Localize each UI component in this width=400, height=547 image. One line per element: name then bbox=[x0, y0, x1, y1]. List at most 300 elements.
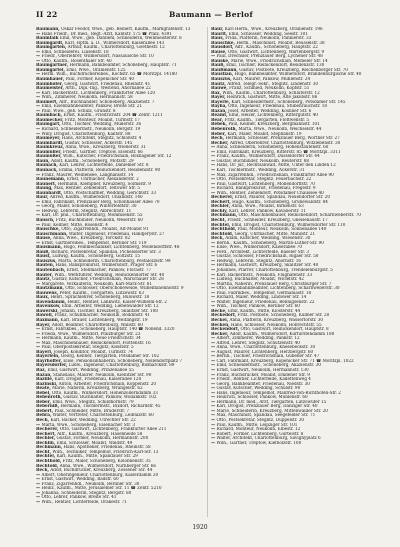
entry-details: Emil, Gastwirt, Wedding, Prinzenallee 55 bbox=[47, 368, 134, 373]
entry-surname: Baumgart, bbox=[36, 122, 61, 127]
entry-details: Karl, Bäckermstr., Lichtenberg, Frankfurter Allee 120 bbox=[41, 90, 155, 95]
entry-details: Marie, Schneiderin, Kreuzberg, Mittenwalder Str. 20 bbox=[216, 408, 328, 413]
entry-surname: Bayerl, bbox=[36, 349, 53, 354]
entry-details: Karl, Bäckermstr., Neukölln, Flughafenstr. 33 bbox=[216, 272, 313, 277]
entry-details: Emil, Wwe., Oranienstr. 125 bbox=[66, 67, 126, 72]
entry-details: Joseph, Konditor, Moabit, Turmstr. 74 bbox=[53, 349, 133, 354]
entry-details: Heinr., Rentier, Lankwitz, Kaiser-Wilhelm-Str. 2 bbox=[67, 299, 167, 304]
entry-surname: Baun, bbox=[36, 158, 50, 163]
entry-surname: Baumeister, bbox=[36, 86, 64, 91]
entry-surname: Baumgärtel, bbox=[36, 67, 65, 72]
entry-surname: Bear, bbox=[211, 117, 224, 122]
entry-details: Emil, Tischler, Reinickendorf, Residenzstr. 130 bbox=[226, 63, 325, 68]
entry-surname: Bechthold, bbox=[211, 227, 237, 232]
entry-surname: — bbox=[211, 413, 216, 418]
entry-details: Hermann, Kaufm., Mitte, Neue Friedrichstr. 34 bbox=[41, 336, 141, 341]
entry-surname: Becherer, bbox=[211, 195, 234, 200]
entry-surname: Bechthold, bbox=[36, 458, 62, 463]
entry-details: Bernh., Tischler, Friedrichshain, Gubener Str. 47 bbox=[216, 354, 320, 359]
entry-surname: Bechly, bbox=[211, 208, 228, 213]
entry-details: Heinrich, Gastwirt, Mitte, Alte Jakobstr. 86 bbox=[226, 95, 318, 100]
entry-surname: — bbox=[211, 422, 216, 427]
entry-surname: — bbox=[211, 381, 216, 386]
entry-surname: Baur, bbox=[36, 195, 49, 200]
entry-surname: Bebert, bbox=[36, 408, 54, 413]
entry-details: Elise, Pensionsinhaberin, Schöneberg, Nollendorfplatz 7 bbox=[63, 358, 182, 363]
entry-details: Gustav, Buchbinder, Neukölln, Reuterstr. 88 bbox=[216, 158, 310, 163]
entry-surname: — bbox=[211, 349, 216, 354]
entry-surname: Bazan, bbox=[211, 108, 227, 113]
entry-surname: Beber, bbox=[211, 131, 226, 136]
entry-surname: — bbox=[211, 436, 216, 441]
entry-surname: — bbox=[211, 281, 216, 286]
entry-details: Otto, Postsekretär, Steglitz, Düppelstr. 30 bbox=[216, 418, 305, 423]
entry-surname: Baumert, bbox=[36, 99, 58, 104]
entry-details: Alfred, Oberlehrer, Charlottenburg, Witzlebenstr. 30 bbox=[229, 140, 341, 145]
entry-surname: Baz, bbox=[36, 368, 46, 373]
entry-details: Emil, Fabrikant, Prenzlauer Berg, Schönhauser Allee 70 bbox=[41, 199, 160, 204]
entry-surname: Bechler, bbox=[211, 204, 231, 209]
entry-details: Otto, Kaufm., Wilmersdorf, Hohenzollerndamm 33 bbox=[52, 390, 158, 395]
entry-surname: Bauwe, bbox=[211, 86, 228, 91]
entry-details: Fritz, Postbote, Schöneberg, Kulmer Str. 20 bbox=[237, 313, 330, 318]
entry-details: Karl, Dr. phil., Charlottenburg, Mommsenstr. 55 bbox=[41, 213, 143, 218]
entry-surname: Beck, bbox=[36, 468, 49, 473]
entry-surname: — bbox=[36, 490, 41, 495]
entry-details: Gustav, Kutscher, Friedrichshain, Warschauer Str. 28 bbox=[52, 277, 164, 282]
entry-details: Hans, Ingenieur, Tempelhof, Manfred-von-Richthofen-Str. 2 bbox=[216, 390, 341, 395]
entry-details: Anton, Arbeiter, Friedrichshain, Koppenstr. 20 bbox=[58, 381, 157, 386]
entry-details: Wilh., Techniker, Tempelhof, Friedrich-Karl-Str. 13 bbox=[52, 449, 159, 454]
entry-surname: Beber, bbox=[36, 399, 51, 404]
entry-details: Anna, Wwe., Charlottenburg, Knesebeckstr. 30 bbox=[216, 345, 316, 350]
entry-details: Anna, Wwe., Kreuzberg, Wienerstr. 31 bbox=[65, 145, 147, 150]
entry-details: Alfred, Telegr.-Sekr., Steglitz, Lindenstr. 30 bbox=[227, 81, 319, 86]
entry-details: Anna, Plätterin, Kreuzberg, Wassertorstr. 30 bbox=[229, 318, 324, 322]
column-divider bbox=[207, 27, 208, 517]
entry-details: Karl, Schneidermstr., Schöneberg, Potsdamer Str. 145 bbox=[231, 99, 346, 104]
entry-surname: — bbox=[36, 481, 41, 486]
entry-details: Hugo, Kaufm., Schöneberg, Grunewaldstr. 84 bbox=[232, 199, 328, 204]
entry-surname: — bbox=[36, 199, 41, 204]
entry-surname: — bbox=[211, 299, 216, 304]
entry-surname: — bbox=[211, 290, 216, 295]
entry-surname: Bausch, bbox=[36, 217, 55, 222]
entry-surname: Baung, bbox=[36, 186, 53, 191]
entry-surname: — bbox=[211, 372, 216, 377]
entry-surname: — bbox=[36, 213, 41, 218]
entry-surname: Becher, bbox=[211, 140, 229, 145]
entry-details: Gustav, Postbote, Kreuzberg, Reichenberger Str. 70 bbox=[239, 67, 348, 72]
entry-details: Franz, Buchdrucker, Moabit, Emdener Str. 9 bbox=[216, 372, 310, 377]
entry-details: Arthur, Kaufm., Charlottenburg, Goethestr. 12 bbox=[67, 45, 165, 50]
entry-details: Otto, Kaufm., Rosenthaler Str. 40 bbox=[41, 58, 112, 63]
entry-surname: — bbox=[36, 495, 41, 500]
entry-details: Robert, Former, Lichtenberg, Gürtelstr. 8 bbox=[216, 431, 304, 436]
entry-surname: Bauß, bbox=[36, 249, 50, 254]
entry-surname: — bbox=[211, 345, 216, 350]
entry-surname: Bautz, bbox=[211, 81, 226, 86]
entry-details: Adolf, Buchdrucker, Kreuzberg, Zossener Str. 44 bbox=[50, 468, 153, 473]
entry-surname: — bbox=[211, 404, 216, 409]
entry-details: Hans, Apotheker, Friedenau, Rheinstr. 58 bbox=[63, 445, 151, 450]
entry-surname: Bauschmann, bbox=[36, 231, 68, 236]
entry-surname: — bbox=[211, 358, 216, 363]
entry-surname: — bbox=[36, 58, 41, 63]
entry-surname: Bayer, bbox=[36, 322, 51, 327]
entry-details: August, Maurer, Lichtenberg, Herzbergstr. 60 bbox=[216, 349, 314, 354]
entry-surname: Becker, bbox=[211, 331, 229, 336]
entry-details: Karl, Maurer, Pankow, Mühlenstr. 24 bbox=[233, 77, 311, 82]
entry-details: Gustav, Schlosser, Ackerstr. 145 bbox=[65, 140, 133, 145]
entry-details: Ernst, Gärtnereibes., Tempelhof, Berliner Str. 119 bbox=[41, 240, 147, 245]
entry-surname: — bbox=[36, 95, 41, 100]
entry-surname: — bbox=[211, 186, 216, 191]
entry-details: Paul, Kellner, Kreuzberg, Bergmannstr. 101 bbox=[228, 122, 320, 127]
page-footer-year: 1920 bbox=[192, 524, 208, 531]
entry-details: Adolf, Beamter, Charlottenburg, Wallstr. 60 bbox=[51, 322, 143, 327]
entry-surname: Bebra, bbox=[36, 413, 52, 418]
entry-surname: — bbox=[211, 377, 216, 382]
entry-surname: Baur, bbox=[211, 27, 224, 31]
entry-surname: — bbox=[36, 131, 41, 136]
entry-surname: Baxmann, bbox=[36, 318, 60, 322]
entry-surname: — bbox=[211, 408, 216, 413]
entry-details: Martha, Näherin, Prenzlauer Berg, Christburger Str. 7 bbox=[216, 281, 332, 286]
entry-details: Karl, Brauer, Lichtenberg, Weitlingstr. 19 bbox=[60, 318, 148, 322]
entry-surname: Bauszus, bbox=[211, 77, 232, 82]
entry-details: Karl, Drogist, Friedenau, Kaiserallee 120 bbox=[54, 377, 142, 382]
entry-details: Ernst, Kaufm., Friedrichstr. 204 ☎ Zentr. 1211 bbox=[63, 113, 163, 118]
entry-details: Friedr., Oberlehrer, Wilmersdorf, Nassauische Str. 10 bbox=[41, 54, 154, 59]
entry-surname: — bbox=[36, 340, 41, 345]
entry-details: Hermann, Tischlermstr., Rixdorf, Richardstr. 45 bbox=[60, 404, 161, 409]
entry-details: Karl, Maler, Moabit, Stephanstr. 19 bbox=[227, 131, 302, 136]
entry-details: Emil, Fabrikant, Kreuzberg, Ritterstr. 85 ☎ Moritzpl. 3311 bbox=[216, 149, 341, 154]
entry-details: Franz, Schuhmacher, Neukölln, Boddinstr. 41 bbox=[54, 313, 151, 318]
entry-surname: Bebek, bbox=[211, 122, 227, 127]
entry-surname: — bbox=[211, 272, 216, 277]
entry-details: Anna, Wwe., Wilmersdorf, Nürnberger Str. 66 bbox=[59, 463, 156, 468]
entry-details: Heinr., Kaufm., Mitte, Jerusalemer Str. 11 ☎ Zentr. 5210 bbox=[41, 486, 162, 491]
entry-surname: — bbox=[211, 418, 216, 423]
entry-details: Ludwig, Kaufm., Schöneberg, Goltzstr. 15 bbox=[52, 254, 141, 259]
entry-details: Franz, Kaufm., Wilmersdorf, Düsseldorfer Str. 44 bbox=[216, 154, 320, 159]
entry-surname: Baunhardt, bbox=[36, 190, 63, 195]
entry-surname: — bbox=[211, 158, 216, 163]
entry-details: Hedwig, Lehrerin, Steglitz, Ahornstr. 16 bbox=[216, 258, 301, 263]
entry-details: Ferd., Architekt, Lichterfelde, Baseler Str. 3 bbox=[216, 249, 309, 254]
entry-surname: — bbox=[211, 249, 216, 254]
entry-surname: Baumgartner, bbox=[36, 63, 69, 68]
entry-details: Alfr., Buchhändler, Schöneberg, Akazienstr. 7 bbox=[59, 99, 155, 104]
entry-details: Alfred, Lehrer, Steglitz, Schützenstr. 40 bbox=[216, 340, 300, 345]
entry-surname: — bbox=[211, 440, 216, 445]
entry-details: Ernst, Stellmacher, Pankow, Florastr. 77 bbox=[66, 267, 152, 272]
entry-details: Paul, Kaufm., Mitte, Leipziger Str. 101 bbox=[216, 422, 298, 427]
entry-details: Albert, Zimmerer, Wedding, Pankstr. 12 bbox=[216, 336, 300, 341]
page-number: II 22 bbox=[36, 10, 58, 19]
entry-details: Johanna, Schneiderin, Steglitz, Bergstr. 80 bbox=[41, 490, 132, 495]
entry-details: Wilh., Gärtner, Treptow, Kiefholzstr. 100 bbox=[216, 440, 302, 445]
entry-details: Hedwig, Lehrerin, Steglitz, Albrechtstr. 11 bbox=[41, 208, 132, 213]
entry-details: Otto, Ingenieur, Friedenau, Stubenrauchstr. 18 bbox=[228, 104, 327, 109]
entry-surname: — bbox=[36, 208, 41, 213]
entry-details: Max, Rentier, Zehlendorf, Teltower Str. 5 bbox=[53, 186, 140, 191]
entry-surname: — bbox=[211, 163, 216, 168]
entry-details: Hermann, Klempner, Kreuzberg, Solmsstr. 9 bbox=[57, 181, 151, 186]
entry-details: Carl, Fabrikant, Kreuzberg, Köpenicker Str. 71 ☎ Moritzpl. 1022 bbox=[216, 358, 354, 363]
entry-surname: — bbox=[36, 331, 41, 336]
entry-surname: Bautenbach, bbox=[36, 267, 66, 272]
entry-surname: — bbox=[211, 167, 216, 172]
entry-details: Emil, Eisenbahnbeamter, Pankow, Breite Str. 21 bbox=[41, 104, 143, 109]
entry-details: Emil, Schlosser, Moabit, Waldstr. 49 bbox=[56, 440, 133, 445]
entry-details: Ernst, Gastwirt, Neukölln, Hermannstr. 130 bbox=[216, 368, 309, 373]
entry-details: Hans, Schlosser, Neukölln, Hobrechtstr. 55 bbox=[230, 322, 322, 327]
entry-surname: Beckedorf, bbox=[211, 313, 237, 318]
entry-details: Johannes, Pfarrer, Charlottenburg, Trendelenburgstr. 5 bbox=[216, 267, 333, 272]
entry-details: Hermann, Dr. med., Arzt, Tiergarten, Lützowufer 15 bbox=[216, 399, 327, 404]
entry-surname: Becke, bbox=[211, 308, 227, 313]
entry-details: Franz, Schmied, Neukölln, Kopfstr. 51 bbox=[229, 86, 310, 91]
entry-surname: Bayha, bbox=[211, 104, 227, 109]
entry-details: Emil, Heizer, Lichtenberg, Rittergutstr. 40 bbox=[228, 113, 318, 118]
entry-details: Oskar Feodor, Wwe., geb. Reinert, Kaufm., Markgrafenstr. 13 bbox=[61, 27, 191, 31]
entry-surname: Bayerlein, bbox=[36, 354, 60, 359]
entry-details: Anna, Schneiderin, Schöneberg, Hohenstaufenstr. 60 bbox=[216, 145, 329, 150]
entry-surname: — bbox=[211, 254, 216, 259]
entry-details: Friedr., Schneider, Kreuzberg, Gneisenaustr. 17 bbox=[227, 217, 328, 222]
entry-details: Wilh., Werkführer, Wedding, Reinickendorfer Str. 40 bbox=[54, 272, 165, 277]
entry-details: Frieda, Wwe., Wilmersdorf, Pfalzburger Str. 23 bbox=[41, 331, 141, 336]
entry-surname: — bbox=[36, 31, 41, 36]
entry-surname: — bbox=[36, 336, 41, 341]
entry-surname: Bazinski, bbox=[36, 381, 58, 386]
entry-surname: — bbox=[211, 177, 216, 182]
entry-surname: Becherer, bbox=[36, 427, 59, 432]
entry-surname: — bbox=[36, 90, 41, 95]
entry-details: Wilh., Tischler, Pankow, Berliner Str. 60 bbox=[216, 304, 300, 309]
entry-details: Friedr., Rentier, Lichterfelde, Kadettenweg 4 bbox=[216, 377, 311, 382]
entry-details: Hans, Architekt, Steglitz, Schloßstr. 4 bbox=[61, 136, 142, 141]
entry-surname: — bbox=[211, 286, 216, 291]
entry-surname: — bbox=[211, 399, 216, 404]
entry-surname: — bbox=[36, 486, 41, 491]
entry-surname: Becht, bbox=[211, 217, 227, 222]
entry-details: Gustav, Buchhalter, Pankow, Wollankstr. 102 bbox=[63, 395, 157, 400]
entry-details: Karl, Lehrer, Lichterfelde, Dahlemer Str. 8 bbox=[59, 163, 149, 168]
entry-details: Ernst, Gastwirt, Wedding, Badstr. 60 bbox=[41, 477, 119, 482]
entry-details: Ludw., Ingenieur, Charlottenburg, Bismarckstr. 89 bbox=[68, 363, 175, 368]
entry-surname: Baumeyer, bbox=[36, 136, 61, 141]
entry-surname: Baunack, bbox=[36, 167, 58, 172]
entry-surname: Baumhardt, bbox=[36, 140, 64, 145]
entry-details: Emil, Drogist, Charlottenburg, Wilmersdorfer Str. 110 bbox=[231, 222, 346, 227]
entry-details: Franz, Zigarrenhdl., Neukölln, Berliner Str. 30 bbox=[41, 481, 140, 486]
entry-details: Otto, Postsekretär, Steglitz, Feuerbachstr. 22 bbox=[216, 177, 312, 182]
entry-details: Fritz, Maler, Schöneberg, Kolonnenstr. 35 bbox=[62, 458, 151, 463]
entry-details: Max, Zigarrenhdl., Friedrichshain, Frankfurter Allee 90 bbox=[216, 172, 334, 177]
entry-surname: Baust, bbox=[36, 254, 51, 259]
entry-details: Georg, Uhrmacher, Mitte, Münzstr. 21 bbox=[234, 231, 316, 236]
entry-surname: — bbox=[211, 386, 216, 391]
entry-details: Walter, Architekt, Charlottenburg, Savignyplatz 6 bbox=[216, 436, 321, 441]
entry-details: Hans Friedr., Dr. med., Regt.-Arzt, Kantstr. 175 ☎ Pfalz. 4391 bbox=[41, 31, 172, 36]
entry-surname: — bbox=[36, 108, 41, 113]
entry-surname: — bbox=[36, 327, 41, 332]
entry-surname: — bbox=[36, 472, 41, 477]
entry-details: Anna, Wwe., Moabit, Birkenstr. 63 bbox=[231, 204, 304, 209]
entry-surname: Bavendamm, bbox=[36, 299, 67, 304]
entry-surname: Bausmann, bbox=[36, 245, 63, 250]
entry-surname: Bech, bbox=[36, 418, 50, 423]
page-header bbox=[36, 10, 386, 22]
entry-surname: Bautzmann, bbox=[36, 286, 64, 291]
entry-details: Adolf, Kaufm., Wilmersdorf, Kurfürstendamm 180 bbox=[229, 331, 335, 336]
entry-surname: Beckel, bbox=[211, 318, 229, 322]
entry-surname: Bavenkow, bbox=[36, 304, 61, 309]
entry-surname: — bbox=[36, 281, 41, 286]
entry-details: Paul, Kellner, Mitte, Rosenstr. 4 bbox=[41, 222, 108, 227]
entry-surname: Bayerle, bbox=[211, 99, 231, 104]
entry-surname: Bawerski, bbox=[36, 308, 59, 313]
entry-details: Hermann, Gastwirt, Kreuzberg, Skalitzer Str. 40 bbox=[216, 263, 319, 268]
entry-surname: Bauske, bbox=[211, 58, 230, 63]
entry-surname: — bbox=[211, 149, 216, 154]
entry-details: Gustav, Former, Neukölln, Hermannstr. 200 bbox=[56, 436, 149, 441]
entry-surname: Bax, bbox=[211, 90, 222, 95]
left-column bbox=[36, 27, 204, 517]
entry-surname: Baux, bbox=[36, 295, 50, 300]
entry-surname: Bechert, bbox=[36, 431, 56, 436]
entry-details: Emil, Arbeiter, Wedding, Liebenwalder Str. 12 bbox=[61, 304, 159, 309]
entry-details: Margarete, Verkäuferin, Neukölln, Karl-Marx-Str. 81 bbox=[41, 281, 152, 286]
entry-surname: Baumecker, bbox=[36, 117, 64, 122]
entry-surname: Bawoll, bbox=[36, 313, 54, 318]
entry-surname: — bbox=[211, 340, 216, 345]
entry-details: Walter, Ingenieur, Friedenau, Handjerystr. 27 bbox=[68, 231, 165, 236]
entry-surname: Bechmann, bbox=[36, 445, 63, 450]
entry-surname: Beckendorf, bbox=[211, 327, 240, 332]
entry-details: Wilh., Kutscher, Friedrichshain, Boxhagener Str. 12 bbox=[63, 154, 172, 159]
entry-details: Emma, Plätterin, Reinickendorf, Residenzstr. 90 bbox=[59, 167, 161, 172]
entry-details: Emil, Kaufm., Mitte, Klosterstr. 44 bbox=[227, 308, 301, 313]
entry-details: Wilh., Rentier, Lichterfelde, Drakestr. 71 bbox=[41, 499, 127, 504]
entry-details: Paul, Schneider, Mitte, Brüderstr. 7 bbox=[54, 408, 130, 413]
entry-surname: — bbox=[211, 295, 216, 300]
entry-details: Wilh., Zimmerer, Neukölln, Hermannstr. 58 bbox=[41, 95, 133, 100]
entry-surname: Bechtold, bbox=[36, 463, 59, 468]
entry-details: Hugo, Feinmechaniker, Lichtenberg, Möllendorffstr. 48 bbox=[63, 245, 180, 250]
directory-entry bbox=[36, 500, 204, 505]
entry-surname: Beamt, bbox=[211, 113, 228, 118]
entry-surname: Bechler, bbox=[36, 436, 56, 441]
entry-surname: — bbox=[211, 395, 216, 400]
entry-details: Marta, Schneiderin, Charlottenburg, Pestalozzistr. 99 bbox=[58, 258, 171, 263]
entry-details: Arth., Dipl.-Ing., Westend, Ahornallee 22 bbox=[65, 86, 151, 91]
entry-surname: — bbox=[211, 431, 216, 436]
entry-details: Paul, Former, Köpenicker Str. 40 bbox=[65, 77, 134, 82]
entry-details: Ernst, Maurer, Spandau, Neuendorfer Str. 20 bbox=[234, 195, 331, 200]
entry-surname: — bbox=[211, 145, 216, 150]
entry-surname: Baumüßer, bbox=[36, 154, 62, 159]
entry-details: Peter, Kaufm., Tiergarten, Lützowstr. 63 bbox=[59, 290, 145, 295]
entry-surname: — bbox=[36, 222, 41, 227]
entry-surname: Bebenroth, bbox=[211, 127, 237, 132]
entry-surname: Baunert, bbox=[36, 181, 57, 186]
entry-surname: — bbox=[211, 363, 216, 368]
entry-details: Marta, Wwe., Neukölln, Weichselstr. 44 bbox=[238, 127, 322, 132]
entry-details: Stanislaus, Maurer, Neukölln, Kienitzer Str. 90 bbox=[53, 372, 152, 377]
entry-surname: — bbox=[211, 304, 216, 309]
entry-details: Albert, Oberingenieur, Charlottenburg, Kaiserdamm 20 bbox=[41, 472, 159, 477]
entry-details: Otto, Zigarrenhdl., Moabit, Alt-Moabit 91 bbox=[61, 227, 149, 232]
entry-surname: Bechmann, bbox=[211, 213, 238, 218]
entry-surname: Baumkreuz, bbox=[36, 145, 65, 150]
entry-surname: Beck, bbox=[211, 236, 224, 241]
entry-surname: — bbox=[36, 127, 41, 132]
entry-surname: Bauten, bbox=[36, 263, 55, 268]
entry-details: Ernst, Fabrikbes., Schöneberg, Hauptstr. 140 ☎ Nollend. 3320 bbox=[41, 327, 175, 332]
entry-details: Willy, Drogist, Charlottenburg, Kantstr. 88 bbox=[41, 131, 131, 136]
entry-surname: — bbox=[211, 181, 216, 186]
entry-surname: Baunemann, bbox=[36, 177, 66, 182]
entry-surname: — bbox=[36, 72, 41, 77]
entry-surname: Bayrhoffer, bbox=[36, 358, 62, 363]
entry-surname: — bbox=[211, 336, 216, 341]
entry-surname: Baußmann, bbox=[211, 67, 238, 72]
entry-surname: Baus, bbox=[211, 36, 224, 41]
entry-surname: — bbox=[211, 427, 216, 432]
entry-surname: Baumbach, bbox=[36, 113, 63, 118]
running-title: Baumann — Berlof bbox=[168, 10, 253, 19]
entry-surname: — bbox=[36, 204, 41, 209]
entry-details: Alfr., Kaufm., Kreuzberg, Hasenheide 58 bbox=[57, 431, 143, 436]
entry-surname: Bauschke, bbox=[211, 40, 236, 45]
entry-details: Paul, Drechsler, Prenzlauer Berg, Lychener Str. 48 bbox=[216, 54, 323, 59]
entry-surname: — bbox=[211, 267, 216, 272]
entry-surname: Beberniß, bbox=[36, 404, 60, 409]
entry-surname: — bbox=[211, 277, 216, 282]
entry-details: Richard, Schneidermstr., Neukölln, Bergstr. 19 bbox=[41, 127, 141, 132]
directory-entry bbox=[211, 441, 383, 446]
entry-surname: Bauwens, bbox=[36, 290, 59, 295]
entry-details: Paul, Gastwirt, Lichtenberg, Möllendorffstr. 70 bbox=[216, 181, 315, 186]
entry-details: Frida, Plätterin, Neukölln, Pannierstr. 33 bbox=[225, 36, 312, 41]
entry-details: Wilh., Rentier, Zehlendorf, Potsdamer Chaussee 40 bbox=[216, 190, 324, 195]
entry-surname: — bbox=[211, 240, 216, 245]
entry-details: Richard, Monteur, Neukölln, Elbestr. 12 bbox=[216, 427, 301, 432]
entry-details: Karl, Tischlermstr., Wedding, Ackerstr. 31 bbox=[216, 167, 305, 172]
entry-details: Walter, Ingenieur, Friedenau, Bennigsenstr. 22 bbox=[216, 299, 315, 304]
entry-surname: — bbox=[211, 54, 216, 59]
entry-details: Otto, Tischler, Wedding, Müllerstr. 36 bbox=[62, 122, 142, 127]
entry-details: Otto, Schlosser, Oberschöneweide, Wilhelminenhofstr. 9 bbox=[65, 286, 184, 291]
entry-details: Heinrich, Schlosser, Pankow, Mühlenstr. 60 bbox=[216, 395, 308, 400]
entry-details: Bernh., Kaufm., Schöneberg, Martin-Luther-Str. 90 bbox=[216, 240, 324, 245]
entry-details: Karl, Drogist, Prenzlauer Berg, Danziger Str. 40 bbox=[216, 404, 318, 409]
entry-details: Otto, Gastwirt, Lichtenberg, Frankfurter Allee 211 bbox=[59, 427, 167, 432]
entry-details: Max, Maschinenbauer, Reinickendorf, Flottenstr. 16 bbox=[41, 340, 151, 345]
entry-details: Hermann, Schlosser, Prenzlauer Berg, Wörther Str. 27 bbox=[225, 136, 340, 141]
entry-surname: — bbox=[211, 154, 216, 159]
entry-surname: Bech, bbox=[211, 136, 225, 141]
entry-surname: — bbox=[211, 245, 216, 250]
entry-surname: Baumgarten, bbox=[36, 45, 67, 50]
entry-details: Josef, Arbeiter, Wedding, Kösliner Str. 6 bbox=[228, 108, 312, 113]
entry-surname: Bauszus, bbox=[36, 258, 57, 263]
